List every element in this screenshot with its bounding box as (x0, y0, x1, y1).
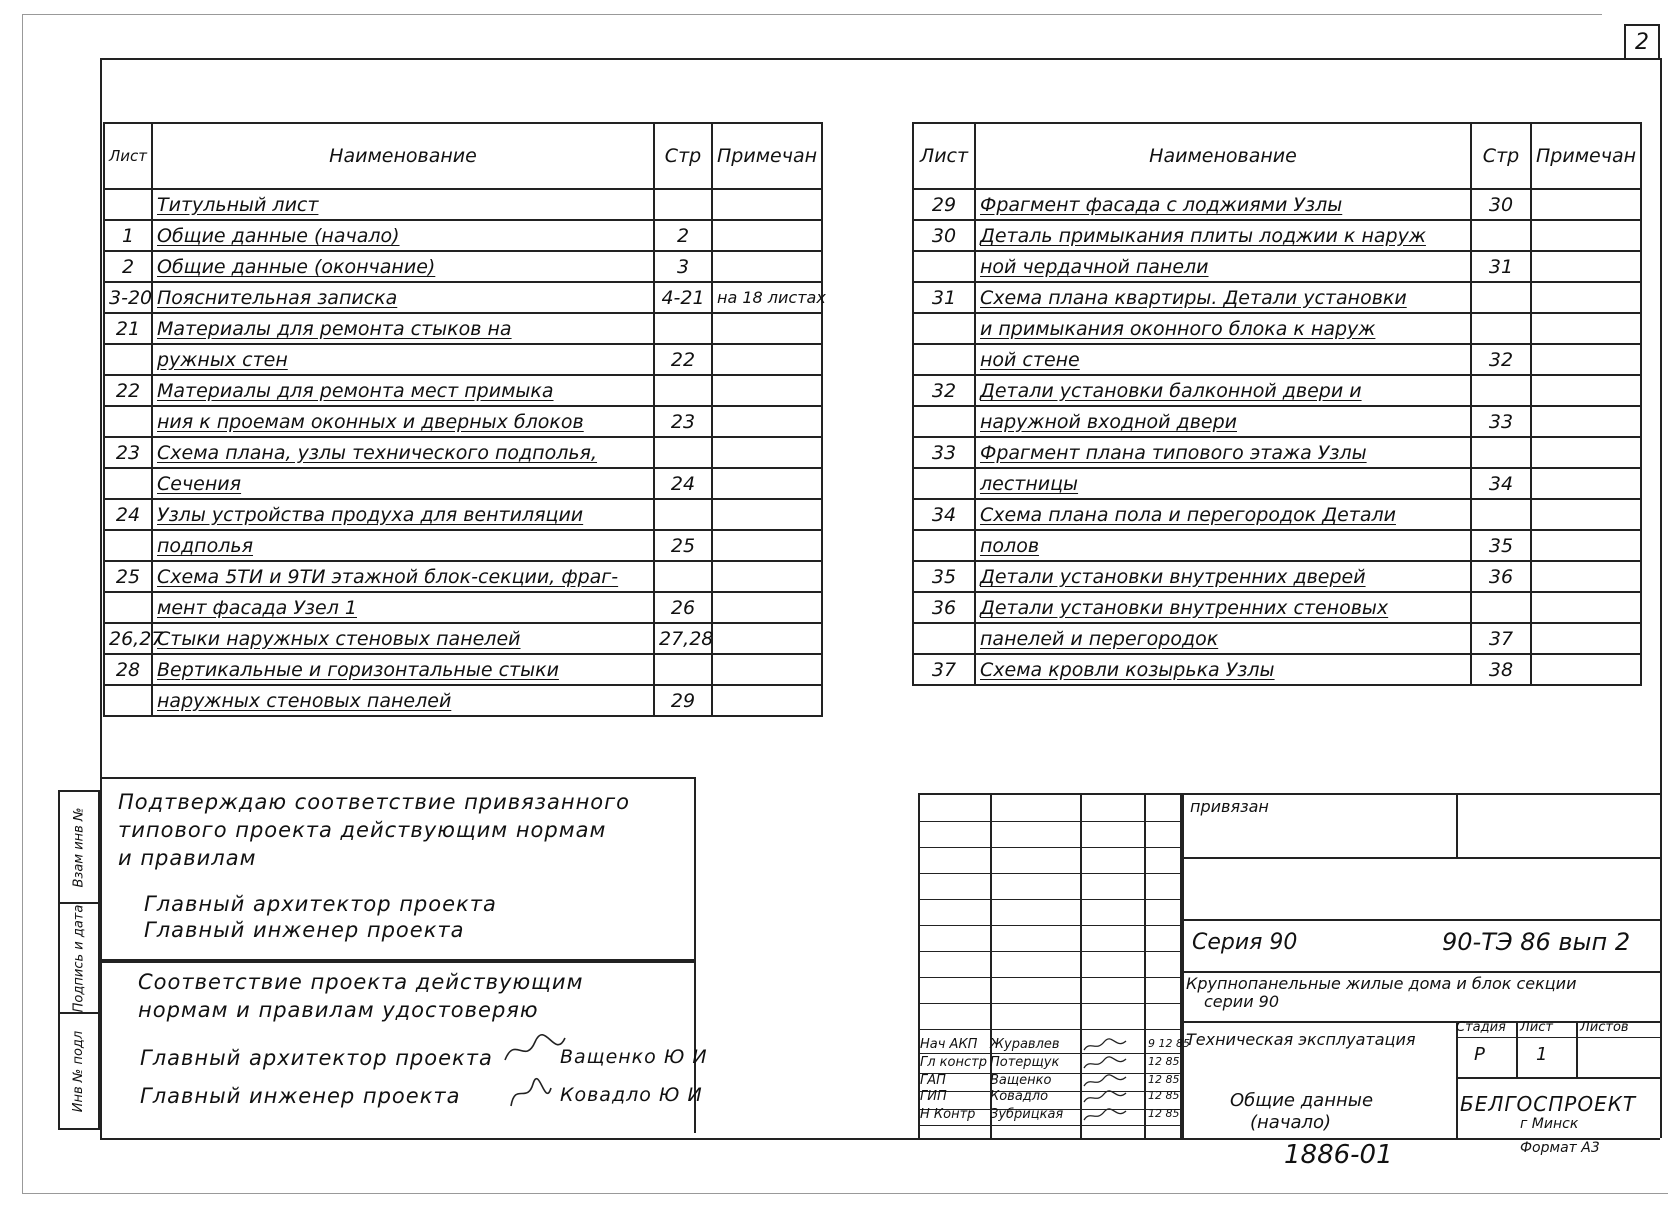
cell-name: Схема плана, узлы технического подполья, (152, 437, 654, 468)
cell-note (712, 406, 822, 437)
table-row (104, 282, 822, 313)
cell-name: Схема плана пола и перегородок Детали (975, 499, 1471, 530)
frame-bottom (100, 1138, 1660, 1140)
stamp-person-name: Потерщук (990, 1055, 1060, 1070)
table-row (104, 406, 822, 437)
cell-name: Схема плана квартиры. Детали установки (975, 282, 1471, 313)
side-cell-replacement (60, 792, 98, 904)
cell-sheet (104, 406, 152, 437)
cell-page: 4-21 (654, 282, 712, 313)
table-row (104, 685, 822, 716)
cell-page: 3 (654, 251, 712, 282)
cell-name: Вертикальные и горизонтальные стыки (152, 654, 654, 685)
table-row (913, 406, 1641, 437)
stamp-person-date: 12 85 (1148, 1107, 1180, 1120)
stamp-city: г Минск (1520, 1116, 1579, 1132)
cell-name: наружных стеновых панелей (152, 685, 654, 716)
cell-name: и примыкания оконного блока к наруж (975, 313, 1471, 344)
header-note: Примечан (712, 123, 822, 189)
cell-sheet: 31 (913, 282, 975, 313)
cell-note (712, 220, 822, 251)
cell-name: Фрагмент фасада с лоджиями Узлы (975, 189, 1471, 220)
cell-sheet: 21 (104, 313, 152, 344)
cell-page (654, 499, 712, 530)
left-sheet-list-table (103, 122, 826, 717)
cell-note (712, 344, 822, 375)
cell-page: 25 (654, 530, 712, 561)
cell-note (1531, 561, 1641, 592)
table-row (104, 468, 822, 499)
cell-note (1531, 220, 1641, 251)
table-row (913, 313, 1641, 344)
cell-page (654, 375, 712, 406)
cell-page (1471, 313, 1531, 344)
cell-name: Детали установки балконной двери и (975, 375, 1471, 406)
stamp-signature-scribble (1080, 1090, 1130, 1106)
cell-note (1531, 344, 1641, 375)
cell-sheet: 33 (913, 437, 975, 468)
stamp-organization: БЕЛГОСПРОЕКТ (1460, 1092, 1637, 1116)
cell-page: 31 (1471, 251, 1531, 282)
outer-border-left (22, 14, 23, 1194)
cell-note (1531, 499, 1641, 530)
cell-sheet: 36 (913, 592, 975, 623)
signature-engineer-name: Ковадло Ю И (560, 1084, 703, 1106)
table-row (913, 654, 1641, 685)
table-row (913, 592, 1641, 623)
cell-name: Общие данные (окончание) (152, 251, 654, 282)
cell-page: 35 (1471, 530, 1531, 561)
cell-name: панелей и перегородок (975, 623, 1471, 654)
cell-name: Общие данные (начало) (152, 220, 654, 251)
cell-name: полов (975, 530, 1471, 561)
cell-note (1531, 189, 1641, 220)
table-row (913, 189, 1641, 220)
cell-page (654, 189, 712, 220)
table-row (104, 344, 822, 375)
cell-sheet: 35 (913, 561, 975, 592)
cell-sheet (104, 685, 152, 716)
cell-page: 34 (1471, 468, 1531, 499)
cell-page: 33 (1471, 406, 1531, 437)
table-row (104, 623, 822, 654)
cell-name: Сечения (152, 468, 654, 499)
cell-sheet (913, 344, 975, 375)
cell-sheet: 29 (913, 189, 975, 220)
header-note: Примечан (1531, 123, 1641, 189)
cell-page: 26 (654, 592, 712, 623)
table-header-row (913, 123, 1641, 189)
cell-page: 2 (654, 220, 712, 251)
cell-name: Стыки наружных стеновых панелей (152, 623, 654, 654)
stamp-sheet-label: Лист (1520, 1020, 1553, 1035)
approval-line-2: типового проекта действующим нормам (118, 818, 607, 842)
footer-format: Формат А3 (1520, 1140, 1600, 1156)
cell-page: 37 (1471, 623, 1531, 654)
table-row (913, 375, 1641, 406)
cell-page: 27,28 (654, 623, 712, 654)
signature-architect-role: Главный архитектор проекта (140, 1046, 493, 1070)
cell-note (1531, 530, 1641, 561)
cell-sheet: 34 (913, 499, 975, 530)
stamp-person-name: Ващенко (990, 1073, 1052, 1088)
table-row (104, 375, 822, 406)
cell-page: 32 (1471, 344, 1531, 375)
cell-page (1471, 282, 1531, 313)
signature-engineer-role: Главный инженер проекта (140, 1084, 461, 1108)
cell-name: Деталь примыкания плиты лоджии к наруж (975, 220, 1471, 251)
table-row (913, 251, 1641, 282)
cell-sheet: 1 (104, 220, 152, 251)
cell-note (1531, 375, 1641, 406)
table-row (104, 313, 822, 344)
cell-name: ной чердачной панели (975, 251, 1471, 282)
stamp-person-role: Гл констр (920, 1055, 987, 1070)
stamp-sheet-value: 1 (1536, 1044, 1548, 1065)
cell-sheet: 32 (913, 375, 975, 406)
header-name: Наименование (152, 123, 654, 189)
stamp-stage-value: Р (1474, 1044, 1485, 1065)
right-sheet-list-table (912, 122, 1642, 686)
table-row (104, 220, 822, 251)
table-row (104, 499, 822, 530)
cell-sheet: 22 (104, 375, 152, 406)
cell-page (1471, 592, 1531, 623)
cell-page: 36 (1471, 561, 1531, 592)
cell-note (1531, 654, 1641, 685)
cell-page (1471, 437, 1531, 468)
table-row (913, 561, 1641, 592)
approval-line-4: Соответствие проекта действующим (138, 970, 584, 994)
cell-sheet (913, 251, 975, 282)
table-row (913, 344, 1641, 375)
cell-note (712, 468, 822, 499)
header-sheet: Лист (104, 123, 152, 189)
table-row (104, 530, 822, 561)
cell-sheet: 3-20 (104, 282, 152, 313)
cell-sheet: 25 (104, 561, 152, 592)
cell-page: 29 (654, 685, 712, 716)
cell-sheet (913, 313, 975, 344)
signature-architect-name: Ващенко Ю И (560, 1046, 708, 1068)
side-label-replacement: Взам инв № (71, 807, 87, 887)
cell-sheet (104, 189, 152, 220)
cell-name: Детали установки внутренних стеновых (975, 592, 1471, 623)
cell-name: Пояснительная записка (152, 282, 654, 313)
table-row (104, 189, 822, 220)
cell-note (1531, 437, 1641, 468)
frame-right (1660, 58, 1662, 1138)
approval-line-1: Подтверждаю соответствие привязанного (118, 790, 631, 814)
approval-line-3: и правилам (118, 846, 257, 870)
header-sheet: Лист (913, 123, 975, 189)
cell-page: 23 (654, 406, 712, 437)
cell-note: на 18 листах (712, 282, 822, 313)
signature-architect-scribble (500, 1030, 570, 1070)
stamp-person-name: Ковадло (990, 1089, 1049, 1104)
cell-note (712, 499, 822, 530)
cell-name: Схема 5ТИ и 9ТИ этажной блок-секции, фраг- (152, 561, 654, 592)
table-row (104, 592, 822, 623)
table-row (913, 468, 1641, 499)
outer-border-top (22, 14, 1602, 15)
cell-page (654, 654, 712, 685)
stamp-person-name: Журавлев (990, 1037, 1060, 1052)
cell-note (712, 561, 822, 592)
table-row (913, 530, 1641, 561)
cell-page (654, 437, 712, 468)
stamp-title-line-1: Крупнопанельные жилые дома и блок секции (1186, 974, 1577, 993)
stamp-title-line-2: серии 90 (1204, 992, 1280, 1011)
stamp-signature-scribble (1080, 1108, 1130, 1124)
stamp-person-role: ГИП (920, 1089, 947, 1104)
table-row (104, 654, 822, 685)
cell-name: ружных стен (152, 344, 654, 375)
side-label-signature: Подпись и дата (71, 904, 87, 1012)
cell-name: лестницы (975, 468, 1471, 499)
cell-note (712, 654, 822, 685)
cell-name: подполья (152, 530, 654, 561)
sheet-number: 2 (1624, 24, 1660, 60)
cell-sheet (104, 592, 152, 623)
cell-note (1531, 251, 1641, 282)
cell-page (654, 313, 712, 344)
header-name: Наименование (975, 123, 1471, 189)
cell-page (654, 561, 712, 592)
cell-name: Фрагмент плана типового этажа Узлы (975, 437, 1471, 468)
cell-sheet: 37 (913, 654, 975, 685)
side-label-inventory: Инв № подл (71, 1030, 87, 1112)
side-cell-inventory (60, 1014, 98, 1128)
stamp-series: Серия 90 (1192, 930, 1298, 955)
cell-name: мент фасада Узел 1 (152, 592, 654, 623)
cell-page: 38 (1471, 654, 1531, 685)
header-page: Стр (654, 123, 712, 189)
table-header-row (104, 123, 822, 189)
cell-name: наружной входной двери (975, 406, 1471, 437)
cell-note (1531, 592, 1641, 623)
table-row (913, 282, 1641, 313)
stamp-stage-label: Стадия (1456, 1020, 1506, 1035)
cell-note (1531, 313, 1641, 344)
cell-name: Материалы для ремонта стыков на (152, 313, 654, 344)
signature-engineer-scribble (505, 1074, 555, 1114)
cell-sheet: 2 (104, 251, 152, 282)
stamp-person-date: 12 85 (1148, 1073, 1180, 1086)
cell-note (1531, 406, 1641, 437)
cell-page (1471, 375, 1531, 406)
cell-sheet: 24 (104, 499, 152, 530)
cell-page (1471, 499, 1531, 530)
footer-document-number: 1886-01 (1284, 1140, 1393, 1170)
table-row (913, 220, 1641, 251)
cell-name: Титульный лист (152, 189, 654, 220)
cell-sheet: 28 (104, 654, 152, 685)
approval-role-engineer: Главный инженер проекта (144, 918, 465, 942)
stamp-doc-title-1: Общие данные (1230, 1090, 1374, 1111)
cell-note (712, 189, 822, 220)
cell-name: Узлы устройства продуха для вентиляции (152, 499, 654, 530)
cell-page (1471, 220, 1531, 251)
table-row (913, 437, 1641, 468)
stamp-person-role: Н Контр (920, 1107, 976, 1122)
cell-page: 30 (1471, 189, 1531, 220)
cell-sheet: 30 (913, 220, 975, 251)
stamp-person-role: ГАП (920, 1073, 946, 1088)
cell-note (712, 437, 822, 468)
cell-name: Детали установки внутренних дверей (975, 561, 1471, 592)
cell-sheet: 26,27 (104, 623, 152, 654)
cell-sheet: 23 (104, 437, 152, 468)
header-page: Стр (1471, 123, 1531, 189)
stamp-doc-code: 90-ТЭ 86 вып 2 (1442, 928, 1631, 956)
cell-sheet (104, 530, 152, 561)
table-row (104, 251, 822, 282)
cell-note (1531, 623, 1641, 654)
table-row (913, 623, 1641, 654)
approval-role-architect: Главный архитектор проекта (144, 892, 497, 916)
cell-sheet (913, 468, 975, 499)
cell-name: Схема кровли козырька Узлы (975, 654, 1471, 685)
cell-note (712, 251, 822, 282)
outer-border-bottom (22, 1193, 1668, 1194)
stamp-person-date: 12 85 (1148, 1089, 1180, 1102)
stamp-tied-label: привязан (1190, 797, 1269, 816)
cell-sheet (104, 468, 152, 499)
cell-name: ния к проемам оконных и дверных блоков (152, 406, 654, 437)
stamp-person-role: Нач АКП (920, 1037, 978, 1052)
stamp-signature-scribble (1080, 1038, 1130, 1054)
cell-name: Материалы для ремонта мест примыка (152, 375, 654, 406)
table-row (104, 437, 822, 468)
cell-note (1531, 282, 1641, 313)
stamp-person-date: 12 85 (1148, 1055, 1180, 1068)
cell-note (712, 313, 822, 344)
stamp-signature-scribble (1080, 1074, 1130, 1090)
approval-line-5: нормам и правилам удостоверяю (138, 998, 539, 1022)
side-cell-signature (60, 904, 98, 1014)
cell-note (712, 623, 822, 654)
cell-page: 22 (654, 344, 712, 375)
cell-note (712, 375, 822, 406)
stamp-person-date: 9 12 85 (1148, 1037, 1190, 1050)
stamp-doc-title-2: (начало) (1250, 1112, 1332, 1133)
cell-note (712, 530, 822, 561)
cell-note (712, 685, 822, 716)
cell-sheet (913, 623, 975, 654)
side-signature-strip (58, 790, 100, 1130)
table-row (104, 561, 822, 592)
stamp-subtitle: Техническая эксплуатация (1186, 1030, 1416, 1049)
cell-name: ной стене (975, 344, 1471, 375)
cell-page: 24 (654, 468, 712, 499)
stamp-signature-scribble (1080, 1056, 1130, 1072)
cell-note (712, 592, 822, 623)
stamp-person-name: Зубрицкая (990, 1107, 1064, 1122)
cell-sheet (913, 406, 975, 437)
frame-top (100, 58, 1660, 60)
cell-note (1531, 468, 1641, 499)
cell-sheet (104, 344, 152, 375)
table-row (913, 499, 1641, 530)
stamp-sheets-label: Листов (1580, 1020, 1629, 1035)
cell-sheet (913, 530, 975, 561)
